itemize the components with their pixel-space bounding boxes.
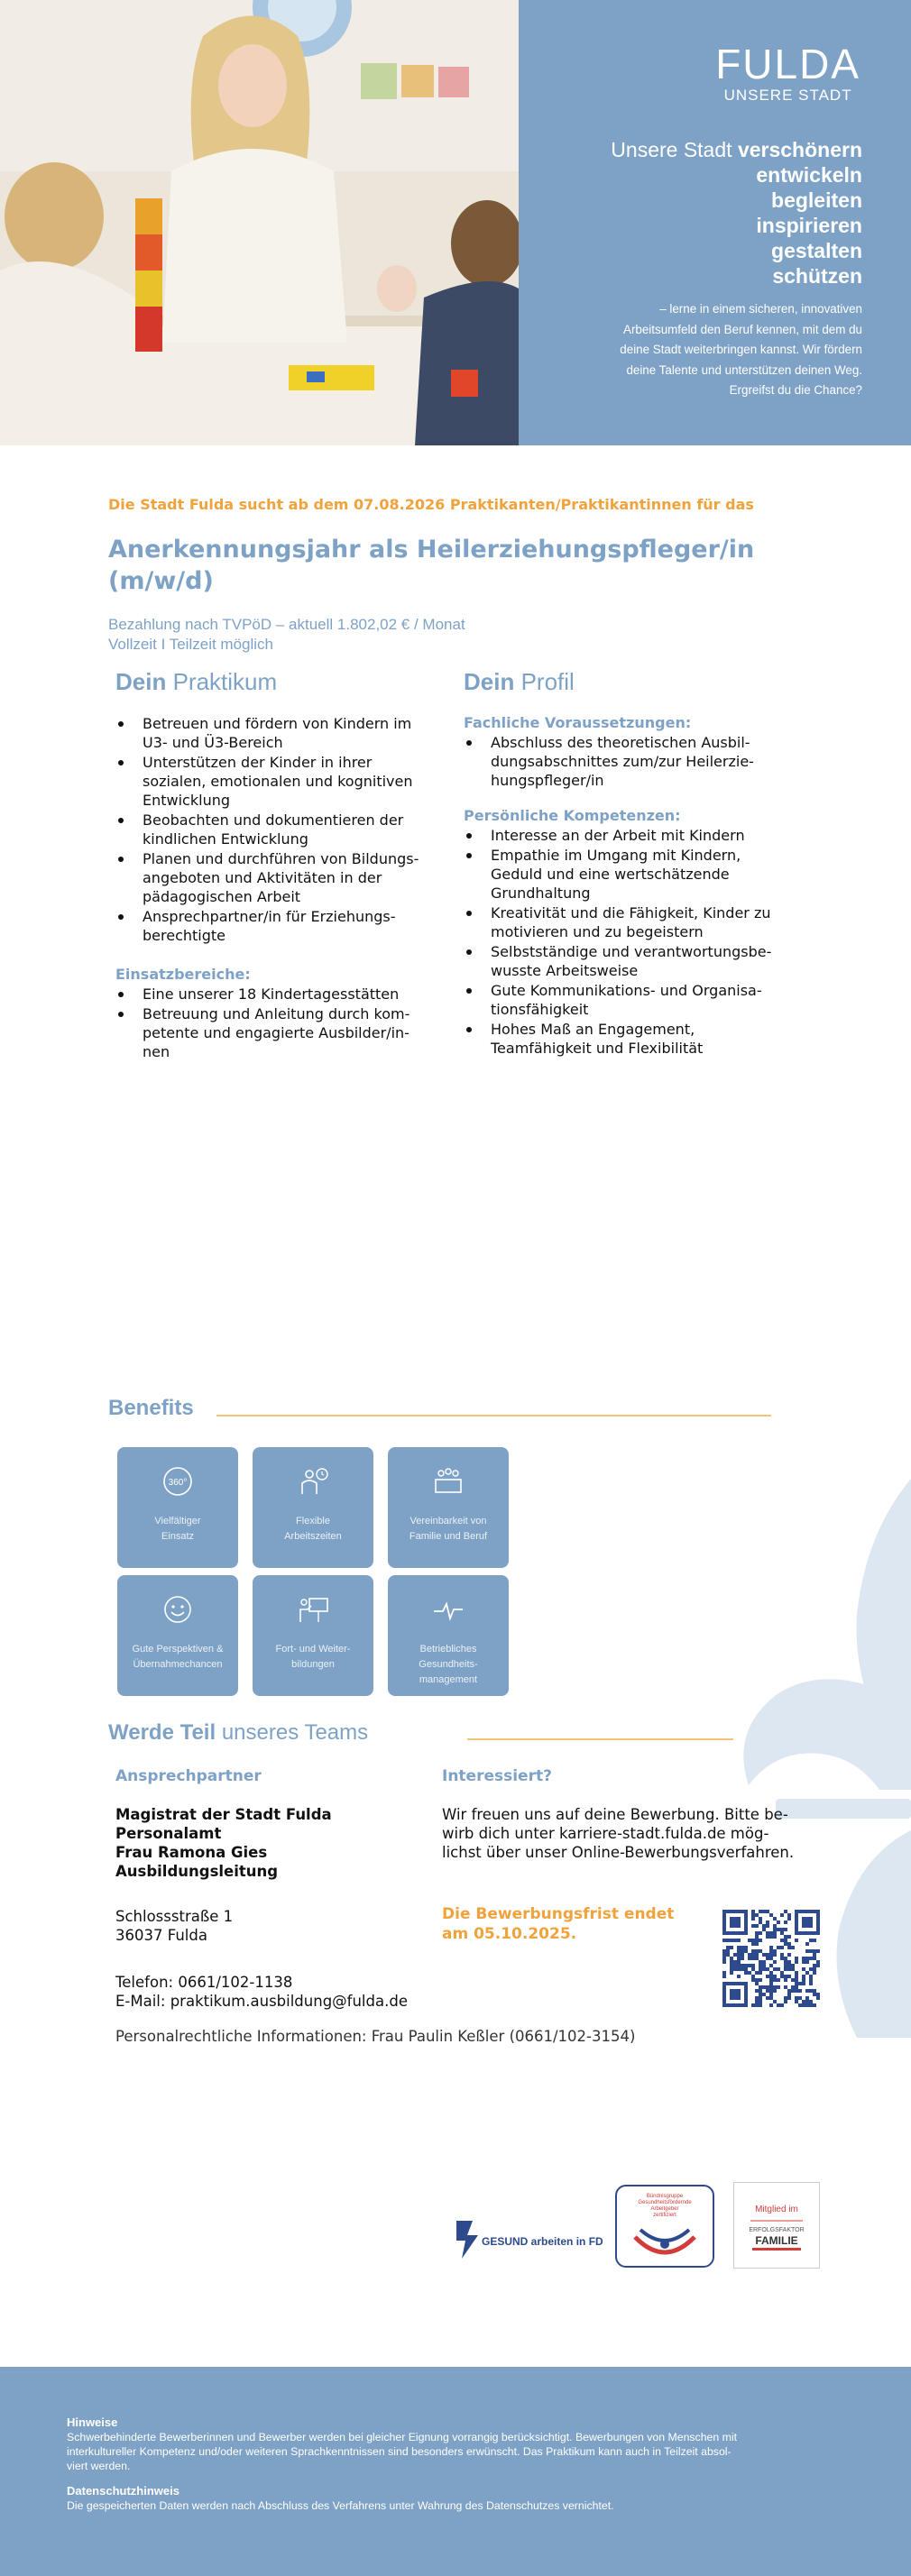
hero-photo bbox=[0, 0, 519, 445]
list-item bbox=[115, 753, 440, 810]
heading-rest: Praktikum bbox=[166, 668, 278, 695]
list-item bbox=[464, 981, 806, 1019]
round-badge-line: Bündnisgruppe bbox=[646, 2194, 684, 2199]
address-line: 36037 Fulda bbox=[115, 1927, 207, 1944]
presentation-icon bbox=[295, 1591, 331, 1627]
hero-text-line: Arbeitsumfeld den Beruf kennen, mit dem du bbox=[623, 322, 862, 336]
list-item bbox=[115, 849, 440, 906]
list-item-line: Unterstützen der Kinder in ihrer bbox=[143, 754, 373, 771]
benefit-label-line: Familie und Beruf bbox=[409, 1531, 488, 1542]
pers-list bbox=[464, 826, 806, 1058]
list-item-line: Ansprechpartner/in für Erziehungs- bbox=[143, 908, 396, 925]
list-item bbox=[115, 811, 440, 848]
interest-line: wirb dich unter karriere-stadt.fulda.de mög- bbox=[442, 1825, 769, 1842]
verb: schützen bbox=[772, 264, 862, 288]
list-item bbox=[115, 714, 440, 752]
erfolgsfaktor-familie-badge bbox=[733, 2182, 820, 2269]
tasks-list bbox=[115, 714, 440, 945]
heading-rest: unseres Teams bbox=[216, 1720, 369, 1745]
list-item-line: kindlichen Entwicklung bbox=[143, 830, 308, 848]
benefit-label bbox=[395, 1642, 502, 1688]
list-item-line: motivieren und zu begeistern bbox=[491, 923, 704, 940]
hero bbox=[0, 0, 911, 445]
list-item-line: Teamfähigkeit und Flexibilität bbox=[491, 1040, 704, 1057]
list-item-line: Beobachten und dokumentieren der bbox=[143, 811, 404, 829]
list-item-line: tionsfähigkeit bbox=[491, 1001, 589, 1018]
profil-heading bbox=[464, 668, 806, 696]
benefit-tile bbox=[117, 1575, 238, 1696]
areas-heading: Einsatzbereiche: bbox=[115, 966, 251, 983]
team-divider bbox=[467, 1738, 733, 1740]
benefit-label-line: Arbeitszeiten bbox=[284, 1531, 342, 1542]
logo-wordmark: FULDA bbox=[715, 41, 860, 87]
badge-graphic bbox=[734, 2183, 819, 2268]
benefit-label-line: bildungen bbox=[291, 1659, 335, 1670]
benefit-tile bbox=[253, 1575, 373, 1696]
hinweise-line: viert werden. bbox=[67, 2460, 131, 2472]
360-icon bbox=[160, 1463, 196, 1499]
smiley-icon bbox=[160, 1591, 196, 1627]
list-item-line: petente und engagierte Ausbilder/in- bbox=[143, 1024, 409, 1041]
praktikum-heading bbox=[115, 668, 440, 696]
deadline-line: am 05.10.2025. bbox=[442, 1925, 577, 1943]
list-item bbox=[464, 846, 806, 903]
kindergarten-photo-illustration bbox=[0, 0, 519, 445]
list-item-line: wusste Arbeitsweise bbox=[491, 962, 639, 979]
datenschutz-text: Die gespeicherten Daten werden nach Abschluss des Verfahrens unter Wahrung des Datenschutzes vernichtet. bbox=[67, 2499, 614, 2512]
list-item-line: U3- und Ü3-Bereich bbox=[143, 734, 283, 751]
interest-line: lichst über unser Online-Bewerbungsverfahren. bbox=[442, 1844, 795, 1861]
job-pay: Bezahlung nach TVPöD – aktuell 1.802,02 € / Monat bbox=[108, 616, 465, 633]
job-title-line: (m/w/d) bbox=[108, 567, 214, 595]
verb: inspirieren bbox=[756, 214, 862, 237]
benefit-label-line: Fort- und Weiter- bbox=[275, 1644, 351, 1655]
contact-address bbox=[115, 1907, 233, 1945]
interest-heading: Interessiert? bbox=[442, 1767, 552, 1785]
qr-code[interactable] bbox=[722, 1910, 820, 2007]
hinweise-line: Schwerbehinderte Bewerberinnen und Bewerber werden bei gleicher Eignung vorrangig berücksichtigt. Bewerbungen von Menschen mit bbox=[67, 2431, 738, 2443]
hinweise-line: interkultureller Kompetenz und/oder weiteren Sprachkenntnissen sind besonders erwünscht. Das Praktikum kann auch in Teilzeit absol- bbox=[67, 2445, 732, 2458]
list-item-line: Abschluss des theoretischen Ausbil- bbox=[491, 734, 750, 751]
hero-verbs bbox=[611, 137, 862, 289]
profil-column bbox=[464, 668, 806, 1059]
datenschutz-heading: Datenschutzhinweis bbox=[67, 2484, 179, 2498]
org-line: Magistrat der Stadt Fulda bbox=[115, 1806, 332, 1823]
list-item-line: Betreuung und Anleitung durch kom- bbox=[143, 1005, 410, 1022]
list-item-line: Eine unserer 18 Kindertagesstätten bbox=[143, 985, 400, 1003]
badge-graphic bbox=[617, 2186, 713, 2266]
contact-phone-email bbox=[115, 1973, 408, 2011]
hero-text-line: deine Talente und unterstützen deinen Weg. bbox=[626, 362, 862, 377]
org-line: Personalamt bbox=[115, 1825, 222, 1842]
round-badge-line: zertifiziert bbox=[653, 2213, 676, 2218]
list-item-line: Kreativität und die Fähigkeit, Kinder zu bbox=[491, 904, 771, 921]
job-conditions bbox=[108, 615, 465, 655]
benefit-label bbox=[260, 1642, 366, 1673]
benefits-divider bbox=[216, 1415, 771, 1416]
svg-text:360°: 360° bbox=[168, 1478, 188, 1488]
list-item-line: Betreuen und fördern von Kindern im bbox=[143, 715, 412, 732]
benefit-label-line: Einsatz bbox=[161, 1531, 195, 1542]
benefits-heading bbox=[108, 1396, 194, 1421]
verb: begleiten bbox=[771, 188, 862, 212]
benefit-label-line: Gute Perspektiven & bbox=[132, 1644, 224, 1655]
verb: entwickeln bbox=[756, 163, 862, 187]
list-item-line: berechtigte bbox=[143, 927, 225, 944]
benefit-tile bbox=[388, 1447, 509, 1568]
address-line: Schlossstraße 1 bbox=[115, 1908, 234, 1925]
job-title bbox=[108, 534, 812, 597]
clock-person-icon bbox=[295, 1463, 331, 1499]
list-item-line: pädagogischen Arbeit bbox=[143, 888, 301, 905]
list-item bbox=[464, 1020, 806, 1058]
benefit-label-line: Gesundheits- bbox=[419, 1659, 478, 1670]
job-intro: Die Stadt Fulda sucht ab dem 07.08.2026 Praktikanten/Praktikantinnen für das bbox=[108, 496, 754, 513]
benefit-tile bbox=[117, 1447, 238, 1568]
benefit-label bbox=[395, 1514, 502, 1545]
list-item-line: Geduld und eine wertschätzende bbox=[491, 866, 730, 883]
round-badge-line: Gesundheitsfördernde bbox=[638, 2200, 692, 2205]
benefit-label-line: Vielfältiger bbox=[154, 1516, 201, 1526]
contact-org bbox=[115, 1805, 332, 1881]
job-hours: Vollzeit I Teilzeit möglich bbox=[108, 636, 273, 653]
benefit-label-line: Flexible bbox=[296, 1516, 330, 1526]
verb: gestalten bbox=[771, 239, 862, 262]
list-item-line: Gute Kommunikations- und Organisa- bbox=[491, 982, 762, 999]
family-icon bbox=[430, 1463, 466, 1499]
list-item bbox=[464, 733, 806, 790]
list-item-line: Entwicklung bbox=[143, 792, 230, 809]
list-item-line: hungspfleger/in bbox=[491, 772, 604, 789]
org-line: Ausbildungsleitung bbox=[115, 1863, 279, 1880]
list-item bbox=[464, 942, 806, 980]
list-item-line: Planen und durchführen von Bildungs- bbox=[143, 850, 419, 867]
org-line: Frau Ramona Gies bbox=[115, 1844, 268, 1861]
pers-heading: Persönliche Kompetenzen: bbox=[464, 807, 681, 824]
list-item-line: Hohes Maß an Engagement, bbox=[491, 1021, 695, 1038]
fach-heading: Fachliche Voraussetzungen: bbox=[464, 714, 692, 731]
round-badge-line: Arbeitgeber bbox=[650, 2206, 679, 2212]
verbs-lead: Unsere Stadt bbox=[611, 138, 738, 161]
contact-heading: Ansprechpartner bbox=[115, 1767, 262, 1785]
benefit-label-line: Übernahmechancen bbox=[133, 1659, 223, 1670]
hero-text-line: deine Stadt weiterbringen kannst. Wir fördern bbox=[620, 343, 862, 356]
benefit-label-line: Betriebliches bbox=[419, 1644, 477, 1655]
heading-bold: Werde Teil bbox=[108, 1720, 216, 1745]
hero-text bbox=[538, 299, 862, 401]
fulda-logo bbox=[715, 40, 860, 105]
interest-line: Wir freuen uns auf deine Bewerbung. Bitte be- bbox=[442, 1806, 788, 1823]
job-title-line: Anerkennungsjahr als Heilerziehungspfleger/in bbox=[108, 536, 755, 564]
application-deadline bbox=[442, 1904, 695, 1944]
list-item bbox=[115, 985, 440, 1004]
contact-phone: Telefon: 0661/102-1138 bbox=[115, 1974, 293, 1991]
list-item-line: Selbstständige und verantwortungsbe- bbox=[491, 943, 772, 960]
verb: verschönern bbox=[737, 138, 862, 161]
heading-bold: Dein bbox=[115, 668, 167, 695]
gesund-arbeiten-badge bbox=[451, 2214, 604, 2264]
heading-bold: Dein bbox=[464, 668, 515, 695]
contact-email[interactable]: E-Mail: praktikum.ausbildung@fulda.de bbox=[115, 1993, 408, 2010]
benefit-label-line: Vereinbarkeit von bbox=[409, 1516, 487, 1526]
gesund-badge-text: GESUND arbeiten in FD bbox=[482, 2235, 603, 2248]
hinweise-heading: Hinweise bbox=[67, 2416, 118, 2429]
footer bbox=[0, 2367, 911, 2576]
benefits-heading-text: Benefits bbox=[108, 1396, 194, 1420]
heading-rest: Profil bbox=[514, 668, 575, 695]
team-heading bbox=[108, 1720, 368, 1746]
hero-text-line: – lerne in einem sicheren, innovativen bbox=[659, 302, 862, 316]
heartbeat-icon bbox=[430, 1591, 466, 1627]
hr-info: Personalrechtliche Informationen: Frau Paulin Keßler (0661/102-3154) bbox=[115, 2028, 636, 2045]
benefit-label bbox=[124, 1514, 231, 1545]
benefit-tile bbox=[388, 1575, 509, 1696]
fam-badge-line: Mitglied im bbox=[755, 2205, 798, 2214]
logo-subtitle: UNSERE STADT bbox=[723, 87, 852, 104]
benefit-label bbox=[260, 1514, 366, 1545]
list-item-line: sozialen, emotionalen und kognitiven bbox=[143, 773, 413, 790]
hero-text-line: Ergreifst du die Chance? bbox=[729, 383, 862, 397]
fam-badge-line: ERFOLGSFAKTOR bbox=[749, 2227, 805, 2233]
list-item-line: Interesse an der Arbeit mit Kindern bbox=[491, 827, 745, 844]
list-item bbox=[115, 1004, 440, 1061]
list-item bbox=[464, 903, 806, 941]
areas-list bbox=[115, 985, 440, 1061]
list-item-line: angeboten und Aktivitäten in der bbox=[143, 869, 382, 886]
fach-list bbox=[464, 733, 806, 790]
list-item-line: dungsabschnittes zum/zur Heilerzie- bbox=[491, 753, 754, 770]
list-item bbox=[115, 907, 440, 945]
fam-badge-line: FAMILIE bbox=[755, 2234, 798, 2247]
list-item-line: nen bbox=[143, 1043, 170, 1060]
benefit-label-line: management bbox=[419, 1674, 478, 1685]
hinweise-text bbox=[67, 2430, 851, 2473]
benefit-label bbox=[124, 1642, 231, 1673]
gesundheit-badge bbox=[615, 2185, 714, 2268]
interest-text bbox=[442, 1805, 794, 1862]
praktikum-column bbox=[115, 668, 440, 1062]
list-item-line: Grundhaltung bbox=[491, 885, 591, 902]
benefit-tile bbox=[253, 1447, 373, 1568]
hero-panel bbox=[519, 0, 911, 445]
list-item bbox=[464, 826, 806, 845]
list-item-line: Empathie im Umgang mit Kindern, bbox=[491, 847, 741, 864]
deadline-line: Die Bewerbungsfrist endet bbox=[442, 1905, 675, 1923]
